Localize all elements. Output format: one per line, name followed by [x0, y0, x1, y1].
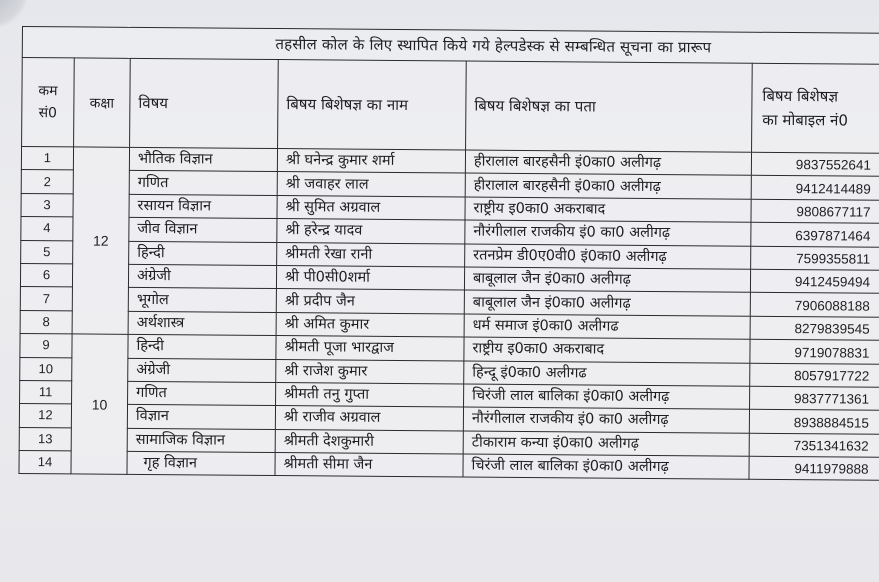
- row-serial-no: 14: [19, 451, 71, 475]
- table-body: [19, 147, 879, 481]
- header-class: कक्षा: [74, 58, 131, 147]
- row-subject: गणित: [128, 381, 276, 406]
- row-serial-no: 9: [20, 334, 72, 358]
- header-serial-line2: सं0: [38, 105, 58, 122]
- header-subject: विषय: [130, 58, 279, 148]
- header-row: [22, 58, 879, 154]
- row-expert-name: श्री राजीव अग्रवाल: [275, 406, 463, 431]
- header-expert-address: बिषय बिशेषज्ञ का पता: [466, 61, 753, 152]
- row-serial-no: 3: [21, 193, 73, 217]
- row-serial-no: 12: [19, 404, 71, 428]
- row-subject: हिन्दी: [128, 334, 276, 359]
- row-expert-name: श्री अमित कुमार: [276, 312, 464, 337]
- row-subject: हिन्दी: [129, 241, 277, 266]
- row-subject: जीव विज्ञान: [129, 218, 277, 243]
- row-subject: गृह विज्ञान: [127, 451, 275, 476]
- row-expert-address: चिरंजी लाल बालिका इं0का0 अलीगढ़: [463, 454, 749, 480]
- row-expert-mobile: 9412459494: [750, 269, 879, 293]
- row-serial-no: 5: [21, 240, 73, 264]
- row-expert-mobile: 7906088188: [750, 293, 879, 317]
- row-expert-mobile: 7351341632: [749, 433, 879, 457]
- row-expert-address: हिन्दू इं0का0 अलीगढ: [464, 360, 750, 386]
- row-expert-name: श्री सुमित अग्रवाल: [277, 195, 465, 220]
- row-class-group: 10: [71, 334, 128, 475]
- row-expert-address: रतनप्रेम डी0ए0वी0 इं0का0 अलीगढ़: [465, 244, 751, 270]
- row-expert-mobile: 9411979888: [749, 456, 879, 480]
- row-expert-address: नौरंगीलाल राजकीय इं0 का0 अलीगढ़: [463, 407, 749, 433]
- row-class-group: 12: [72, 147, 129, 335]
- row-expert-name: श्रीमती रेखा रानी: [277, 242, 465, 267]
- header-expert-mobile: [752, 63, 879, 153]
- row-serial-no: 10: [20, 357, 72, 381]
- row-expert-address: राष्ट्रीय इ0का0 अकराबाद: [465, 197, 751, 223]
- row-expert-name: श्री पी0सी0शर्मा: [276, 265, 464, 290]
- row-serial-no: 4: [21, 217, 73, 241]
- row-serial-no: 7: [20, 287, 72, 311]
- row-expert-mobile: 7599355811: [751, 246, 879, 270]
- header-mobile-line1: बिषय बिशेषज्ञ: [762, 86, 839, 106]
- row-expert-mobile: 8279839545: [750, 316, 879, 340]
- row-expert-name: श्री प्रदीप जैन: [276, 289, 464, 314]
- row-expert-name: श्रीमती देशकुमारी: [275, 429, 463, 454]
- header-mobile-line2: का मोबाइल नं0: [762, 110, 849, 130]
- row-subject: विज्ञान: [127, 405, 275, 430]
- row-expert-mobile: 9837552641: [751, 152, 879, 176]
- row-subject: भूगोल: [128, 288, 276, 313]
- row-subject: अंग्रेजी: [128, 358, 276, 383]
- row-subject: भौतिक विज्ञान: [129, 147, 277, 172]
- row-expert-address: नौरंगीलाल राजकीय इं0 का0 अलीगढ़: [465, 220, 751, 246]
- header-serial-no: [22, 58, 75, 147]
- document-sheet: [18, 26, 879, 481]
- row-expert-address: टीकाराम कन्या इं0का0 अलीगढ़: [463, 431, 749, 457]
- row-expert-mobile: 9837771361: [750, 386, 879, 410]
- row-expert-address: हीरालाल बारहसैनी इं0का0 अलीगढ़: [465, 150, 751, 176]
- row-expert-mobile: 9808677117: [751, 199, 879, 223]
- row-expert-address: चिरंजी लाल बालिका इं0का0 अलीगढ़: [464, 384, 750, 410]
- row-expert-name: श्री जवाहर लाल: [277, 172, 465, 197]
- row-serial-no: 2: [21, 170, 73, 194]
- row-expert-address: हीरालाल बारहसैनी इं0का0 अलीगढ़: [465, 173, 751, 199]
- row-subject: गणित: [129, 171, 277, 196]
- row-subject: रसायन विज्ञान: [129, 194, 277, 219]
- row-expert-name: श्रीमती पूजा भारद्वाज: [276, 336, 464, 361]
- row-expert-mobile: 9719078831: [750, 339, 879, 363]
- row-expert-name: श्रीमती सीमा जैन: [275, 453, 463, 478]
- row-expert-address: धर्म समाज इं0का0 अलीगढ: [464, 314, 750, 340]
- row-serial-no: 13: [19, 427, 71, 451]
- row-expert-name: श्री घनेन्द्र कुमार शर्मा: [277, 149, 465, 174]
- table-title-text: तहसील कोल के लिए स्थापित किये गये हेल्पडेस्क से सम्बन्धित सूचना का प्रारूप: [275, 34, 712, 57]
- row-expert-address: राष्ट्रीय इ0का0 अकराबाद: [464, 337, 750, 363]
- row-expert-mobile: 6397871464: [751, 222, 879, 246]
- row-expert-address: बाबूलाल जैन इं0का0 अलीगढ़: [464, 290, 750, 316]
- row-subject: सामाजिक विज्ञान: [127, 428, 275, 453]
- header-expert-name: बिषय बिशेषज्ञ का नाम: [278, 60, 467, 150]
- row-expert-address: बाबूलाल जैन इं0का0 अलीगढ़: [464, 267, 750, 293]
- row-serial-no: 6: [20, 263, 72, 287]
- header-serial-line1: कम: [38, 83, 58, 100]
- row-serial-no: 8: [20, 310, 72, 334]
- row-expert-mobile: 8938884515: [749, 410, 879, 434]
- row-expert-name: श्रीमती तनु गुप्ता: [276, 382, 464, 407]
- row-serial-no: 1: [21, 147, 73, 171]
- row-subject: अंग्रेजी: [128, 264, 276, 289]
- row-expert-mobile: 9412414489: [751, 176, 879, 200]
- row-serial-no: 11: [20, 380, 72, 404]
- row-subject: अर्थशास्त्र: [128, 311, 276, 336]
- helpdesk-table: [18, 26, 879, 481]
- row-expert-name: श्री राजेश कुमार: [276, 359, 464, 384]
- row-expert-name: श्री हरेन्द्र यादव: [277, 219, 465, 244]
- row-expert-mobile: 8057917722: [750, 363, 879, 387]
